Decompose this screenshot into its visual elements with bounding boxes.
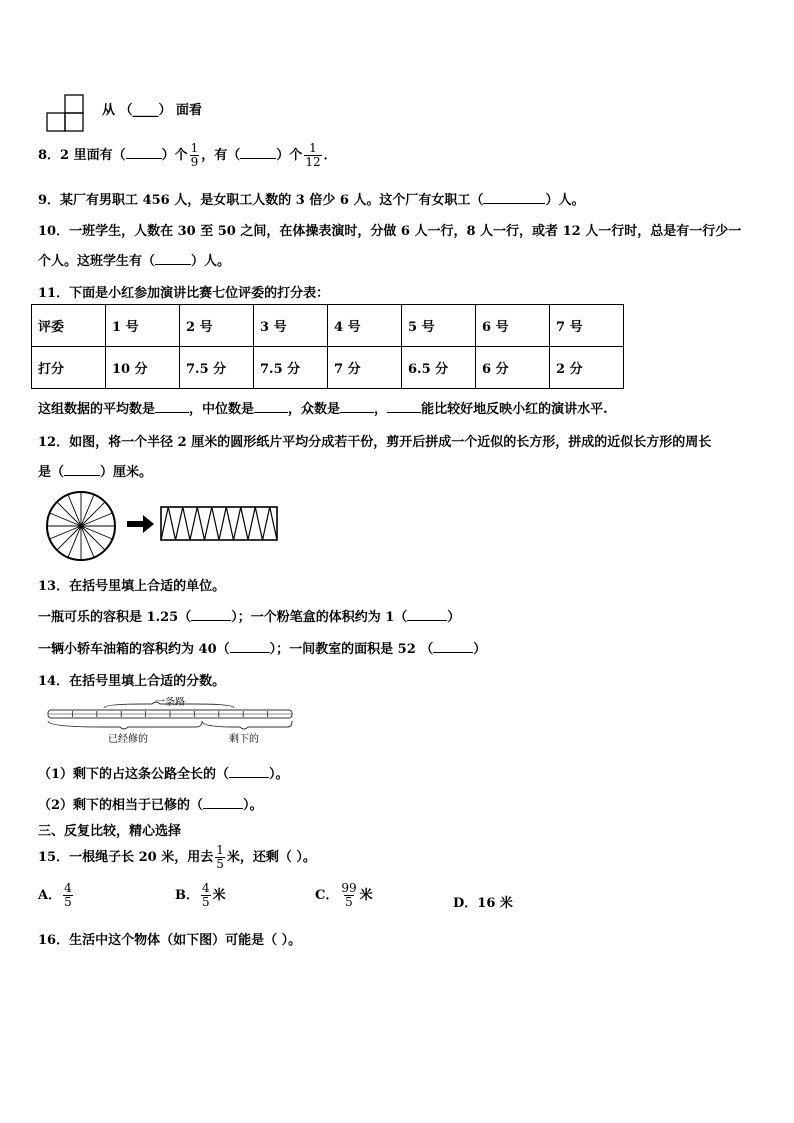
table-cell: 6.5 分: [402, 347, 476, 389]
question-10-line1: 10．一班学生，人数在 30 至 50 之间，在体操表演时，分做 6 人一行，8 人一行，或者 12 人一行时，总是有一行少一: [38, 224, 742, 239]
table-cell: 7.5 分: [180, 347, 254, 389]
answer-blank[interactable]: [230, 642, 270, 653]
question-13-row2: 一辆小轿车油箱的容积约为 40（ ）；一间教室的面积是 52 （ ）: [38, 642, 487, 657]
answer-blank[interactable]: [155, 254, 191, 265]
view-direction-text: 从 （____） 面看: [102, 103, 203, 118]
table-row-header: [32, 305, 624, 347]
fraction: $\frac{1}{9}$: [190, 141, 199, 169]
answer-blank[interactable]: [407, 610, 447, 621]
question-12-line2: 是（ ）厘米。: [38, 465, 153, 480]
option-a[interactable]: A． $\frac{4}{5}$: [38, 881, 72, 909]
road-diagram: [44, 697, 298, 745]
answer-blank[interactable]: [203, 798, 243, 809]
answer-blank[interactable]: [387, 402, 421, 413]
fraction: $\frac{1}{12}$: [305, 141, 321, 169]
table-cell: 评委: [32, 305, 106, 347]
answer-blank[interactable]: [126, 148, 162, 159]
answer-blank[interactable]: [433, 642, 473, 653]
question-13-title: 13．在括号里填上合适的单位。: [38, 579, 226, 594]
option-c[interactable]: C． $\frac{99}{5}$ 米: [315, 881, 373, 909]
answer-blank[interactable]: [64, 465, 100, 476]
answer-blank[interactable]: [229, 767, 269, 778]
question-14-title: 14．在括号里填上合适的分数。: [38, 674, 226, 689]
section-3-title: 三、反复比较，精心选择: [38, 824, 182, 839]
table-cell: 6 分: [476, 347, 550, 389]
table-row-scores: [32, 347, 624, 389]
table-cell: 7.5 分: [254, 347, 328, 389]
table-cell: 1 号: [106, 305, 180, 347]
answer-blank[interactable]: [254, 402, 288, 413]
table-cell: 6 号: [476, 305, 550, 347]
table-cell: 打分: [32, 347, 106, 389]
option-b[interactable]: B． $\frac{4}{5}$ 米: [175, 881, 226, 909]
table-cell: 2 号: [180, 305, 254, 347]
left-label: 剩下的: [229, 734, 259, 745]
question-9: 9．某厂有男职工 456 人，是女职工人数的 3 倍少 6 人。这个厂有女职工（ ）人。: [38, 193, 585, 208]
question-12-line1: 12．如图，将一个半径 2 厘米的圆形纸片平均分成若干份，剪开后拼成一个近似的长方形，拼成的近似长方形的周长: [38, 435, 712, 450]
question-8: 8．2 里面有（ ）个 $\frac{1}{9}$ ，有（ ）个 $\frac{1}{12}$ ．: [38, 141, 337, 169]
question-14-sub1: （1）剩下的占这条公路全长的（ ）。: [38, 767, 289, 782]
road-label: 一条路: [155, 697, 185, 708]
table-cell: 7 分: [328, 347, 402, 389]
table-cell: 10 分: [106, 347, 180, 389]
answer-blank[interactable]: [155, 402, 189, 413]
score-table: [31, 304, 624, 389]
question-13-row1: 一瓶可乐的容积是 1.25（ ）；一个粉笔盒的体积约为 1（ ）: [38, 610, 461, 625]
answer-blank[interactable]: [483, 193, 545, 204]
fraction: $\frac{1}{5}$: [216, 843, 224, 871]
option-d[interactable]: D．16 米: [453, 896, 513, 911]
question-16: 16．生活中这个物体（如下图）可能是（ ）。: [38, 933, 302, 948]
question-11-title: 11．下面是小红参加演讲比赛七位评委的打分表：: [38, 286, 330, 301]
question-15: 15．一根绳子长 20 米，用去 $\frac{1}{5}$ 米，还剩（ ）。: [38, 843, 316, 871]
question-14-sub2: （2）剩下的相当于已修的（ ）。: [38, 798, 263, 813]
table-cell: 5 号: [402, 305, 476, 347]
question-11-blanks: 这组数据的平均数是 ，中位数是 ，众数是 ， 能比较好地反映小红的演讲水平.: [38, 402, 608, 417]
question-10-line2: 个人。这班学生有（ ）人。: [38, 254, 231, 269]
table-cell: 2 分: [550, 347, 624, 389]
answer-blank[interactable]: [340, 402, 374, 413]
circle-to-rectangle-figure: [44, 491, 284, 565]
answer-blank[interactable]: [191, 610, 231, 621]
table-cell: 3 号: [254, 305, 328, 347]
answer-blank[interactable]: [240, 148, 276, 159]
built-label: 已经修的: [108, 734, 148, 745]
block-view-figure: [44, 94, 86, 132]
table-cell: 4 号: [328, 305, 402, 347]
table-cell: 7 号: [550, 305, 624, 347]
